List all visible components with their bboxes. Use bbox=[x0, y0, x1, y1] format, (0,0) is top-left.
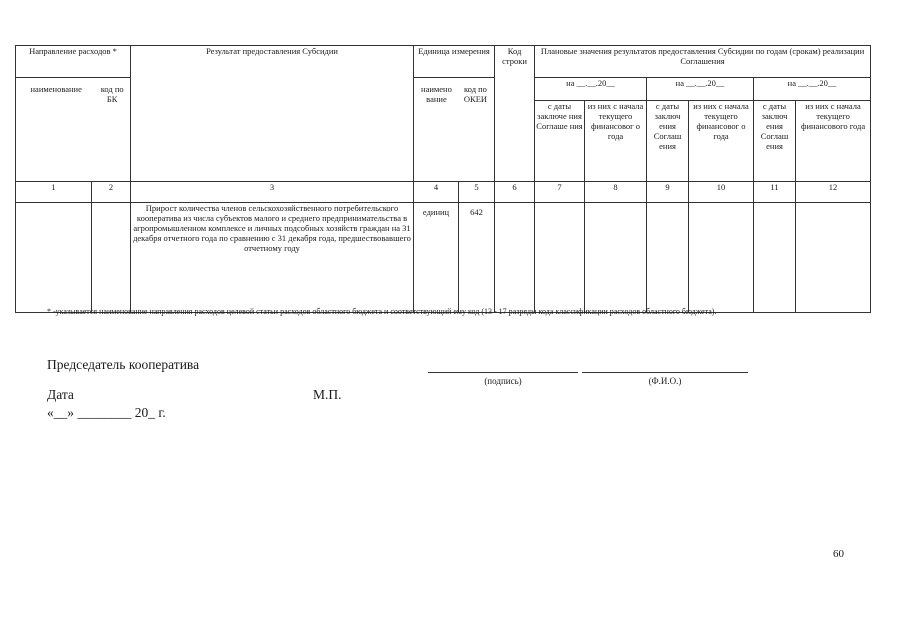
cell-value bbox=[754, 203, 796, 313]
column-number: 11 bbox=[754, 182, 796, 203]
header-name: наименование bbox=[30, 84, 82, 94]
header-unit: Единица измерения bbox=[414, 46, 495, 78]
stamp-label: М.П. bbox=[313, 387, 342, 402]
column-number: 9 bbox=[647, 182, 689, 203]
column-number: 6 bbox=[495, 182, 535, 203]
chairman-label: Председатель кооператива bbox=[47, 357, 200, 372]
header-line-code: Код строки bbox=[495, 46, 535, 182]
header-from-agreement-3: с даты заключ ения Соглаш ения bbox=[754, 101, 796, 182]
date-field: «__» ________ 20_ г. bbox=[47, 405, 166, 420]
name-caption: (Ф.И.О.) bbox=[648, 376, 682, 386]
header-direction: Направление расходов * bbox=[16, 46, 131, 78]
header-from-agreement-1: с даты заключе ния Соглаше ния bbox=[535, 101, 585, 182]
header-direction-subcols bbox=[16, 78, 131, 182]
cell-line-code bbox=[495, 203, 535, 313]
cell-value bbox=[647, 203, 689, 313]
cell-value bbox=[535, 203, 585, 313]
footnote: * -указывается наименование направления расходов целевой статьи расходов областного бюджета и соответствующий ему код (13 - 17 разряды кода классификации расходов областного бюджета). bbox=[47, 307, 717, 316]
column-number: 7 bbox=[535, 182, 585, 203]
cell-direction-name bbox=[16, 203, 92, 313]
header-bk-code: код по БК bbox=[100, 84, 124, 104]
column-number: 8 bbox=[585, 182, 647, 203]
header-unit-name: наимено вание bbox=[421, 84, 452, 104]
header-from-year-start-3: из них с начала текущего финансового года bbox=[796, 101, 871, 182]
page-number: 60 bbox=[833, 548, 844, 560]
column-number: 5 bbox=[459, 182, 495, 203]
column-number: 12 bbox=[796, 182, 871, 203]
name-line bbox=[582, 372, 748, 373]
header-unit-subcols bbox=[414, 78, 495, 182]
cell-value bbox=[796, 203, 871, 313]
header-period-1: на __.__.20__ bbox=[535, 78, 647, 101]
column-number: 4 bbox=[414, 182, 459, 203]
cell-unit-name: единиц bbox=[414, 203, 459, 313]
cell-okei: 642 bbox=[459, 203, 495, 313]
column-number: 2 bbox=[92, 182, 131, 203]
header-from-year-start-2: из них с начала текущего финансовог о года bbox=[689, 101, 754, 182]
table-row bbox=[16, 203, 871, 313]
header-from-agreement-2: с даты заключ ения Соглаш ения bbox=[647, 101, 689, 182]
date-label: Дата bbox=[47, 387, 74, 402]
signature-caption: (подпись) bbox=[484, 376, 522, 386]
header-from-year-start-1: из них с начала текущего финансовог о года bbox=[585, 101, 647, 182]
cell-value bbox=[689, 203, 754, 313]
header-plan-values: Плановые значения результатов предоставления Субсидии по годам (срокам) реализации Соглашения bbox=[535, 46, 871, 78]
column-number: 3 bbox=[131, 182, 414, 203]
column-number: 10 bbox=[689, 182, 754, 203]
cell-bk-code bbox=[92, 203, 131, 313]
cell-result: Прирост количества членов сельскохозяйственного потребительского кооператива из числа субъектов малого и среднего предпринимательства в агропромышленном комплексе и личных подсобных хозяйств граждан на 31 декабря отчетного года по сравнению с 31 декабря года, предшествовавшего отчетному году bbox=[131, 203, 414, 313]
signature-line bbox=[428, 372, 578, 373]
header-period-2: на __.__.20__ bbox=[647, 78, 754, 101]
header-period-3: на __.__.20__ bbox=[754, 78, 871, 101]
column-number: 1 bbox=[16, 182, 92, 203]
cell-value bbox=[585, 203, 647, 313]
header-okei: код по ОКЕИ bbox=[463, 84, 488, 104]
results-table bbox=[15, 45, 871, 313]
header-result: Результат предоставления Субсидии bbox=[131, 46, 414, 182]
